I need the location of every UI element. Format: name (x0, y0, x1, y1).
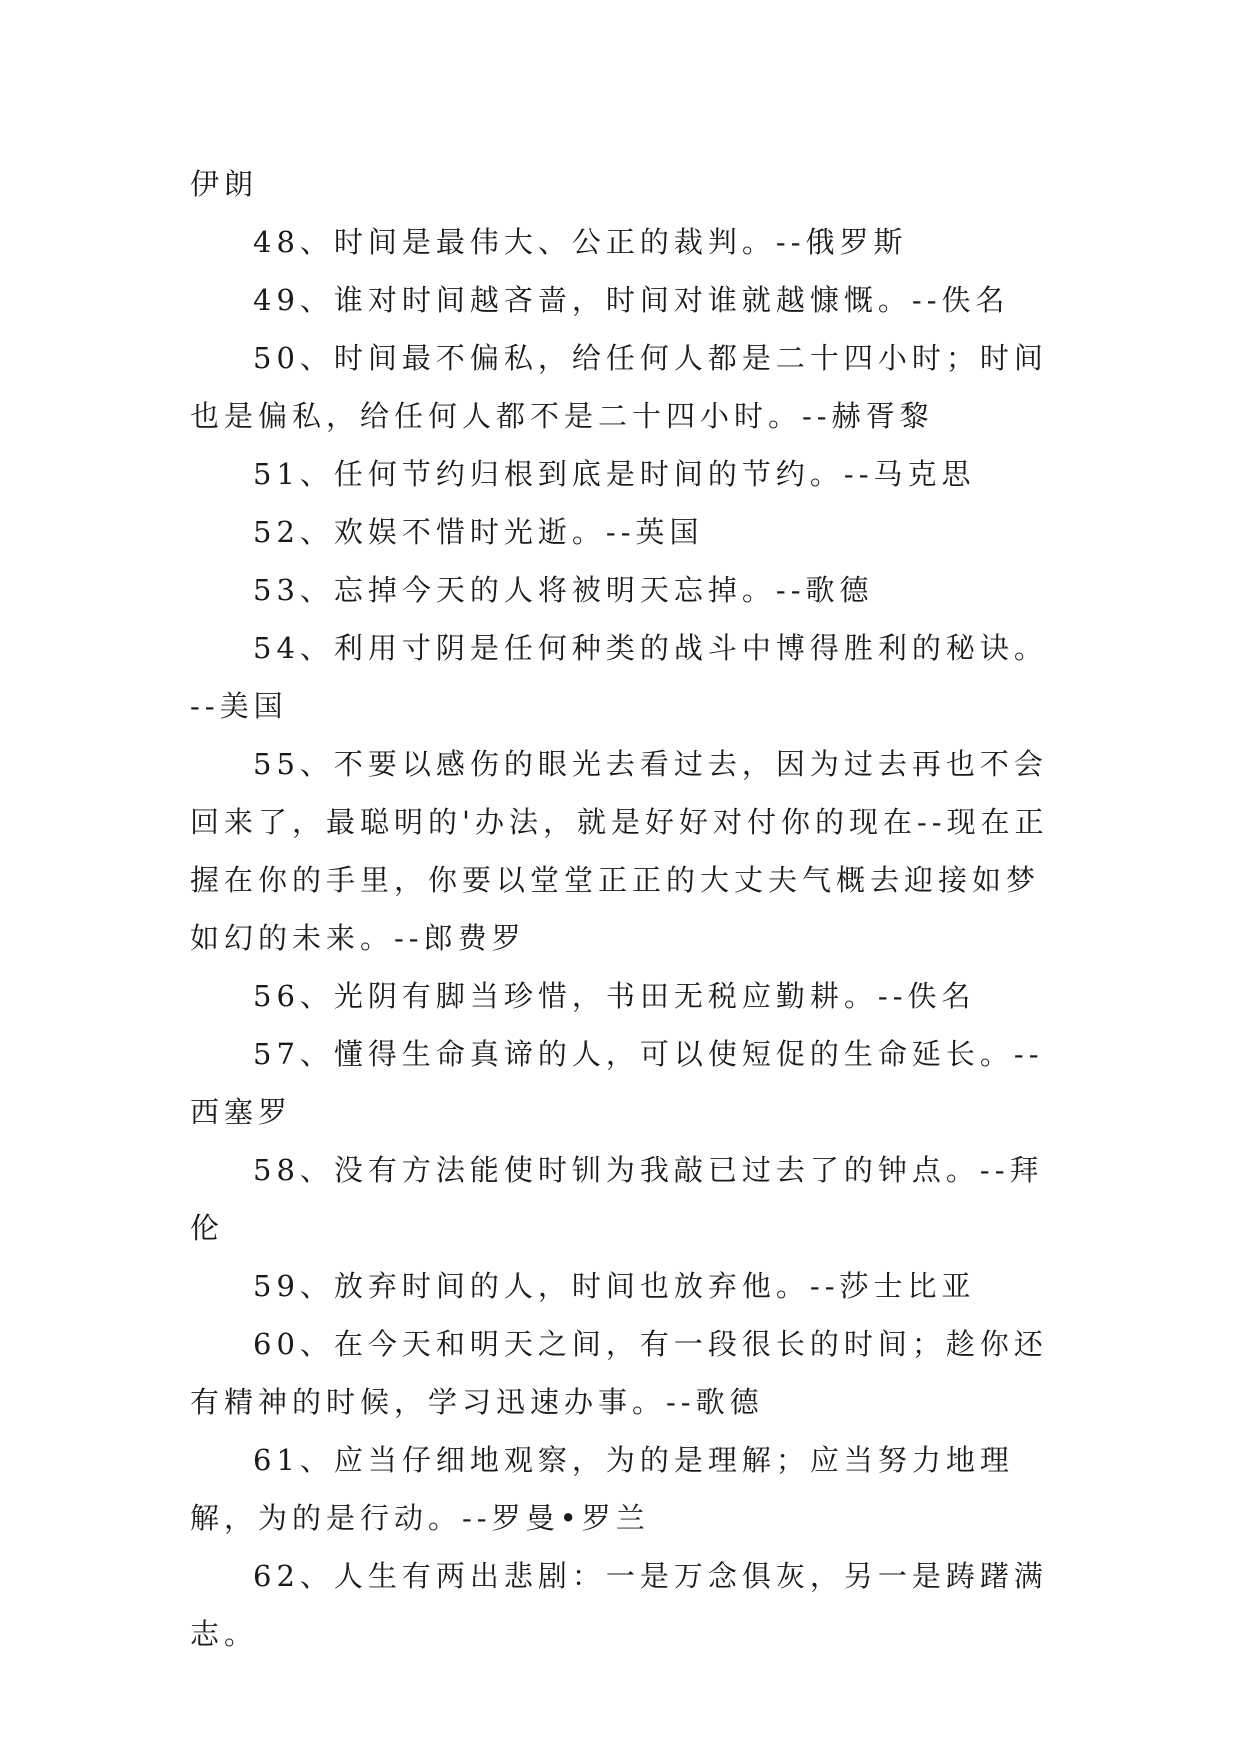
quote-62: 62、人生有两出悲剧：一是万念俱灰，另一是踌躇满志。 (190, 1559, 1048, 1651)
quote-61: 61、应当仔细地观察，为的是理解；应当努力地理解，为的是行动。--罗曼•罗兰 (190, 1443, 1014, 1535)
quote-53: 53、忘掉今天的人将被明天忘掉。--歌德 (253, 573, 874, 607)
quote-60: 60、在今天和明天之间，有一段很长的时间；趁你还有精神的时候，学习迅速办事。--歌德 (190, 1327, 1048, 1419)
document-body (190, 155, 1050, 1663)
paragraph-continuation: 伊朗 (190, 167, 259, 201)
quote-57: 57、懂得生命真谛的人，可以使短促的生命延长。--西塞罗 (190, 1037, 1044, 1129)
quote-56: 56、光阴有脚当珍惜，书田无税应勤耕。--佚名 (253, 979, 976, 1013)
quote-58: 58、没有方法能使时钏为我敲已过去了的钟点。--拜伦 (190, 1153, 1044, 1245)
quote-49: 49、谁对时间越吝啬，时间对谁就越慷慨。--佚名 (253, 283, 1010, 317)
quote-55: 55、不要以感伤的眼光去看过去，因为过去再也不会回来了，最聪明的'办法，就是好好对付你的现在--现在正握在你的手里，你要以堂堂正正的大丈夫气概去迎接如梦如幻的未来。--郎费罗 (190, 747, 1049, 955)
quote-59: 59、放弃时间的人，时间也放弃他。--莎士比亚 (253, 1269, 976, 1303)
quote-51: 51、任何节约归根到底是时间的节约。--马克思 (253, 457, 976, 491)
quote-54: 54、利用寸阴是任何种类的战斗中博得胜利的秘诀。--美国 (190, 631, 1048, 723)
quote-52: 52、欢娱不惜时光逝。--英国 (253, 515, 704, 549)
quote-50: 50、时间最不偏私，给任何人都是二十四小时；时间也是偏私，给任何人都不是二十四小时。--赫胥黎 (190, 341, 1048, 433)
quote-48: 48、时间是最伟大、公正的裁判。--俄罗斯 (253, 225, 908, 259)
